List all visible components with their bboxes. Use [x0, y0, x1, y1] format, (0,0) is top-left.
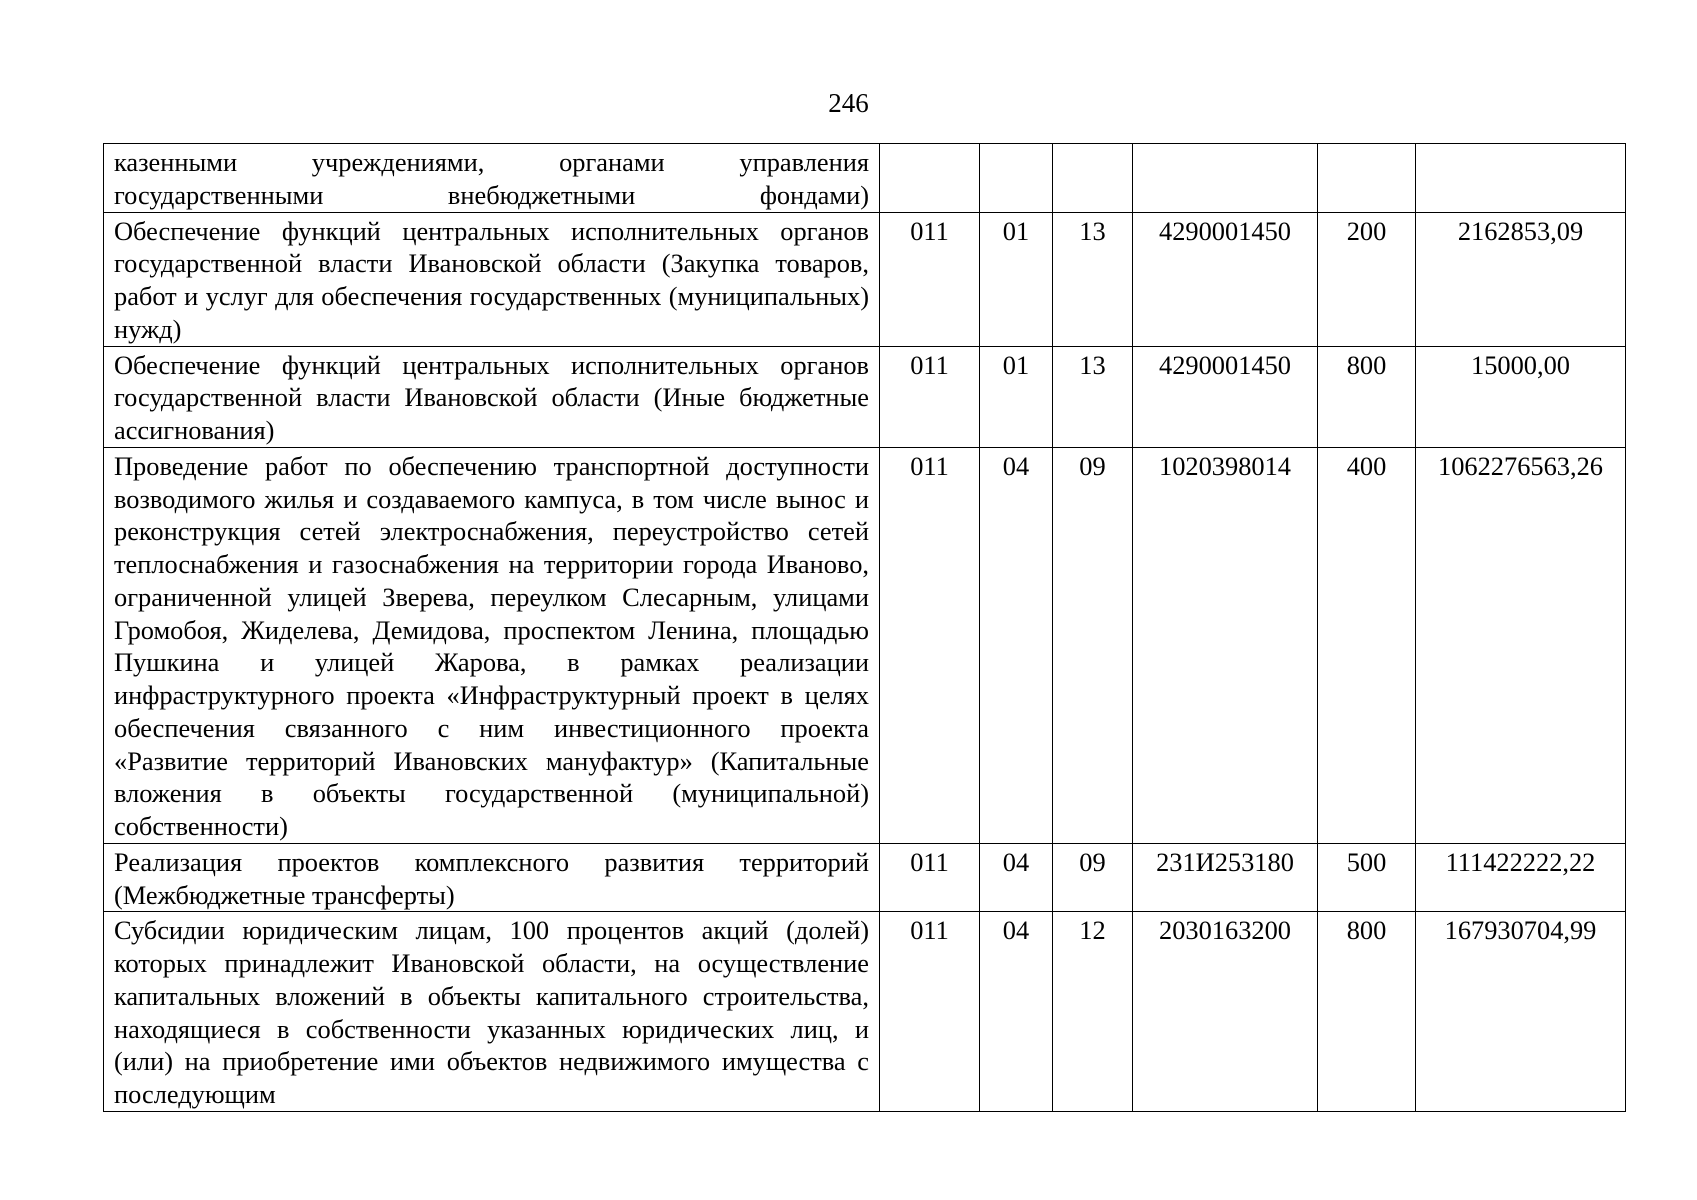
- row-expense-type-code: 200: [1318, 212, 1416, 346]
- table-row: [104, 346, 1626, 447]
- row-description: Обеспечение функций центральных исполнительных органов государственной власти Ивановской области (Закупка товаров, работ и услуг для обеспечения государственных (муниципальных) нужд): [104, 212, 880, 346]
- row-gr-code: 011: [880, 912, 980, 1112]
- row-expense-type-code: 800: [1318, 346, 1416, 447]
- row-expense-type-code: 400: [1318, 447, 1416, 843]
- row-gr-code: 011: [880, 346, 980, 447]
- row-amount: [1416, 144, 1626, 213]
- row-target-article-code: 1020398014: [1133, 447, 1318, 843]
- row-expense-type-code: [1318, 144, 1416, 213]
- row-amount: 167930704,99: [1416, 912, 1626, 1112]
- row-target-article-code: 4290001450: [1133, 212, 1318, 346]
- row-target-article-code: 231И253180: [1133, 843, 1318, 912]
- row-description: казенными учреждениями, органами управления государственными внебюджетными фондами): [104, 144, 880, 213]
- row-gr-code: 011: [880, 212, 980, 346]
- row-section-code: 04: [980, 912, 1053, 1112]
- row-section-code: [980, 144, 1053, 213]
- row-description: Субсидии юридическим лицам, 100 процентов акций (долей) которых принадлежит Ивановской области, на осуществление капитальных вложений в объекты капитального строительства, находящиеся в собственности указанных юридических лиц, и (или) на приобретение ими объектов недвижимого имущества с последующим: [104, 912, 880, 1112]
- row-amount: 2162853,09: [1416, 212, 1626, 346]
- row-target-article-code: [1133, 144, 1318, 213]
- row-gr-code: [880, 144, 980, 213]
- row-subsection-code: 12: [1053, 912, 1133, 1112]
- table-row: [104, 144, 1626, 213]
- row-subsection-code: 09: [1053, 843, 1133, 912]
- row-amount: 15000,00: [1416, 346, 1626, 447]
- table-row: [104, 912, 1626, 1112]
- row-target-article-code: 2030163200: [1133, 912, 1318, 1112]
- table-row: [104, 447, 1626, 843]
- row-subsection-code: 13: [1053, 346, 1133, 447]
- row-section-code: 01: [980, 212, 1053, 346]
- row-expense-type-code: 500: [1318, 843, 1416, 912]
- row-subsection-code: [1053, 144, 1133, 213]
- table-row: [104, 212, 1626, 346]
- table-row: [104, 843, 1626, 912]
- row-expense-type-code: 800: [1318, 912, 1416, 1112]
- row-gr-code: 011: [880, 447, 980, 843]
- page-number: 246: [828, 88, 869, 118]
- row-description: Обеспечение функций центральных исполнительных органов государственной власти Ивановской области (Иные бюджетные ассигнования): [104, 346, 880, 447]
- budget-table: [103, 143, 1626, 1112]
- row-amount: 111422222,22: [1416, 843, 1626, 912]
- row-amount: 1062276563,26: [1416, 447, 1626, 843]
- row-gr-code: 011: [880, 843, 980, 912]
- row-subsection-code: 13: [1053, 212, 1133, 346]
- row-section-code: 01: [980, 346, 1053, 447]
- row-target-article-code: 4290001450: [1133, 346, 1318, 447]
- row-subsection-code: 09: [1053, 447, 1133, 843]
- row-description: Проведение работ по обеспечению транспортной доступности возводимого жилья и создаваемого кампуса, в том числе вынос и реконструкция сетей электроснабжения, переустройство сетей теплоснабжения и газоснабжения на территории города Иваново, ограниченной улицей Зверева, переулком Слесарным, улицами Громобоя, Жиделева, Демидова, проспектом Ленина, площадью Пушкина и улицей Жарова, в рамках реализации инфраструктурного проекта «Инфраструктурный проект в целях обеспечения связанного с ним инвестиционного проекта «Развитие территорий Ивановских мануфактур» (Капитальные вложения в объекты государственной (муниципальной) собственности): [104, 447, 880, 843]
- row-section-code: 04: [980, 843, 1053, 912]
- row-section-code: 04: [980, 447, 1053, 843]
- row-description: Реализация проектов комплексного развития территорий (Межбюджетные трансферты): [104, 843, 880, 912]
